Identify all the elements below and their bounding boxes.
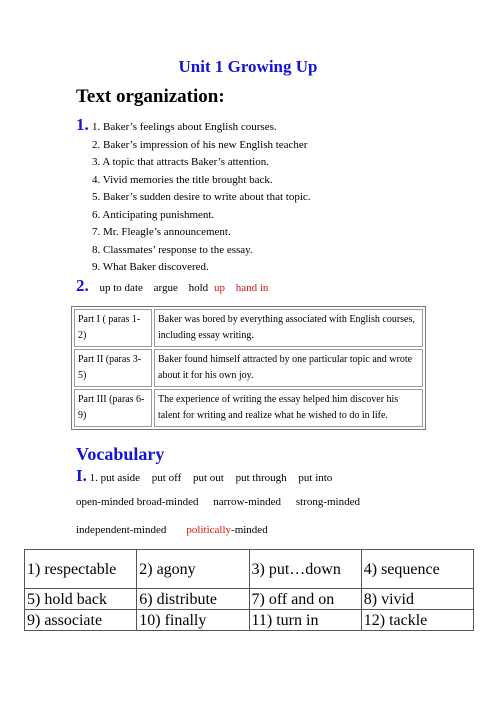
answer-cell: 11) turn in — [249, 610, 361, 631]
vocab-word: independent-minded — [76, 524, 167, 536]
answer-cell: 8) vivid — [361, 589, 473, 610]
list-item: 3. A topic that attracts Baker’s attention. — [92, 156, 269, 168]
parts-table — [71, 306, 426, 430]
roman-numeral: I. — [76, 466, 87, 485]
answer-cell: 6) distribute — [137, 589, 249, 610]
table-row — [25, 610, 474, 631]
section-2-phrases — [76, 276, 276, 296]
list-item: 9. What Baker discovered. — [92, 261, 209, 273]
answer-cell: 3) put…down — [249, 550, 361, 589]
vocab-word-red: politically — [186, 524, 232, 536]
answer-cell: 1) respectable — [25, 550, 137, 589]
answer-cell: 2) agony — [137, 550, 249, 589]
vocab-word: open-minded broad-minded — [76, 496, 199, 508]
vocab-word: narrow-minded — [213, 496, 282, 508]
list-item: 8. Classmates’ response to the essay. — [92, 243, 253, 256]
part-label: Part I ( paras 1-2) — [74, 309, 152, 347]
part-description: The experience of writing the essay helped him discover his talent for writing and realize what he wished to do in life. — [154, 389, 423, 427]
vocabulary-line-2 — [76, 496, 372, 508]
part-description: Baker was bored by everything associated with English courses, including essay writing. — [154, 309, 423, 347]
phrase: hold — [188, 282, 209, 294]
vocabulary-heading: Vocabulary — [76, 444, 165, 464]
phrase-red: up — [213, 282, 225, 294]
table-row — [74, 389, 423, 427]
list-item: 4. Vivid memories the title brought back. — [92, 173, 273, 186]
list-item: 5. Baker’s sudden desire to write about that topic. — [92, 191, 311, 203]
answers-table — [24, 549, 474, 631]
vocab-word: put off — [151, 472, 182, 484]
vocab-word: put into — [298, 472, 333, 484]
phrase: up to date — [99, 282, 143, 294]
part-label: Part II (paras 3-5) — [74, 349, 152, 387]
table-row — [74, 349, 423, 387]
answer-cell: 4) sequence — [361, 550, 473, 589]
vocabulary-line-1 — [76, 466, 341, 486]
table-row — [25, 589, 474, 610]
vocab-word: 1. put aside — [89, 472, 141, 484]
list-item: 1. Baker’s feelings about English courses. — [92, 121, 277, 133]
text-organization-heading: Text organization: — [76, 86, 225, 107]
section-2-number: 2. — [76, 276, 89, 295]
answer-cell: 9) associate — [25, 610, 137, 631]
vocabulary-line-3 — [76, 524, 268, 536]
vocab-word: strong-minded — [295, 496, 360, 508]
organization-list — [76, 116, 311, 277]
part-label: Part III (paras 6-9) — [74, 389, 152, 427]
phrase: argue — [153, 282, 178, 294]
answer-cell: 12) tackle — [361, 610, 473, 631]
answer-cell: 5) hold back — [25, 589, 137, 610]
vocab-word: put out — [192, 472, 224, 484]
phrase-red: hand in — [235, 282, 269, 294]
vocab-word: put through — [235, 472, 287, 484]
vocab-word-suffix: -minded — [231, 524, 268, 536]
section-1-number: 1. — [76, 115, 89, 134]
page-title: Unit 1 Growing Up — [178, 57, 318, 76]
list-item: 2. Baker’s impression of his new English teacher — [92, 138, 308, 151]
table-row — [74, 309, 423, 347]
table-row — [25, 550, 474, 589]
answer-cell: 10) finally — [137, 610, 249, 631]
list-item: 7. Mr. Fleagle’s announcement. — [92, 226, 231, 238]
part-description: Baker found himself attracted by one particular topic and wrote about it for his own joy. — [154, 349, 423, 387]
answer-cell: 7) off and on — [249, 589, 361, 610]
list-item: 6. Anticipating punishment. — [92, 208, 215, 221]
